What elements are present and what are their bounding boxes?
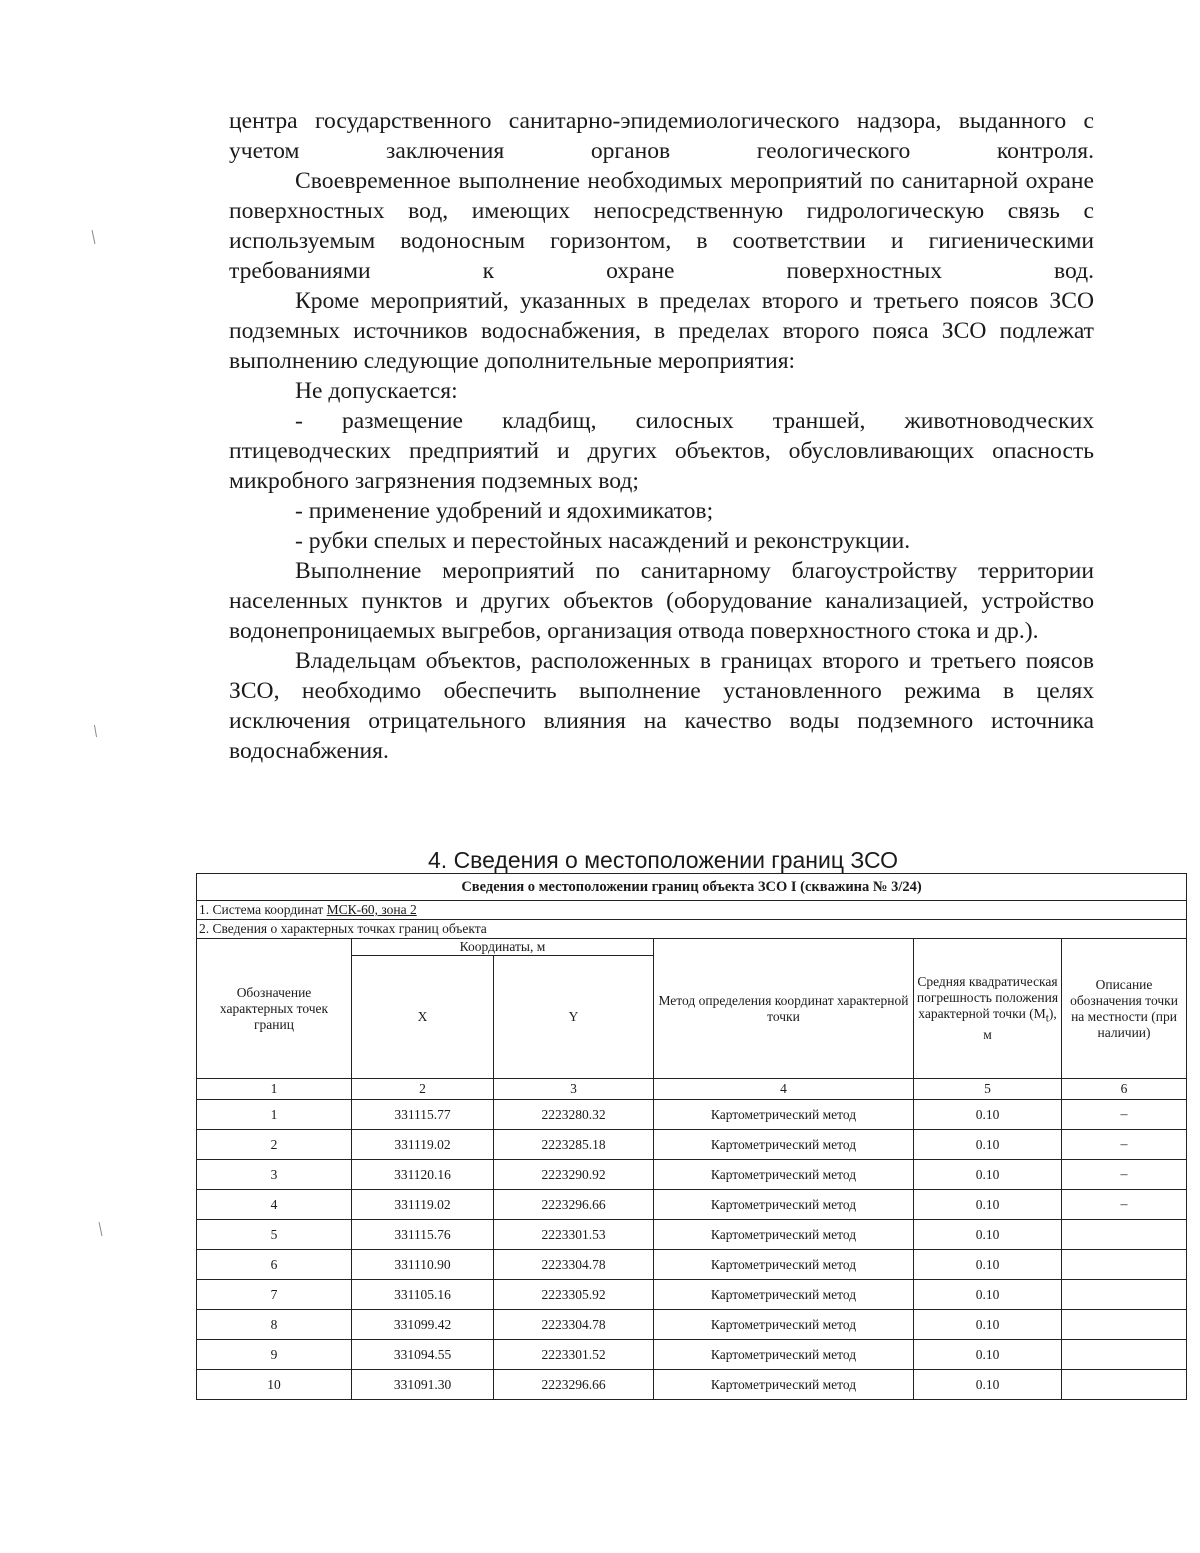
list-item: - применение удобрений и ядохимикатов;: [295, 498, 714, 524]
cell-y: 2223304.78: [494, 1310, 654, 1340]
table-title: Сведения о местоположении границ объекта ЗСО I (скважина № 3/24): [197, 874, 1187, 901]
scan-mark: [92, 230, 96, 244]
cell-method: Картометрический метод: [654, 1130, 914, 1160]
cell-error: 0.10: [914, 1340, 1062, 1370]
cell-point: 4: [197, 1190, 352, 1220]
cell-x: 331120.16: [352, 1160, 494, 1190]
cell-description: [1062, 1370, 1187, 1400]
paragraph: Владельцам объектов, расположенных в границах второго и третьего поясов ЗСО, необходимо обеспечить выполнение установленного режима в целях исключения отрицательного влияния на качество воды подземного источника водоснабжения.: [229, 648, 1094, 764]
cell-error: 0.10: [914, 1130, 1062, 1160]
cell-x: 331119.02: [352, 1190, 494, 1220]
boundary-table-container: [196, 873, 1178, 1426]
cell-y: 2223301.53: [494, 1220, 654, 1250]
cell-x: 331119.02: [352, 1130, 494, 1160]
header-coordinates: Координаты, м: [352, 939, 654, 956]
header-description: Описание обозначения точки на местности (при наличии): [1062, 939, 1187, 1079]
header-x: X: [352, 956, 494, 1079]
table-row: [197, 1310, 1187, 1340]
header-y: Y: [494, 956, 654, 1079]
cell-method: Картометрический метод: [654, 1250, 914, 1280]
body-text: [229, 106, 1094, 766]
header-error: [914, 939, 1062, 1079]
scan-mark: [94, 725, 97, 737]
cell-point: 3: [197, 1160, 352, 1190]
column-number: 1: [197, 1079, 352, 1100]
scan-mark: [99, 1222, 103, 1236]
list-item: - размещение кладбищ, силосных траншей, животноводческих птицеводческих предприятий и других объектов, обусловливающих опасность микробного загрязнения подземных вод;: [229, 408, 1094, 494]
cell-x: 331110.90: [352, 1250, 494, 1280]
paragraph: Кроме мероприятий, указанных в пределах второго и третьего поясов ЗСО подземных источников водоснабжения, в пределах второго пояса ЗСО подлежат выполнению следующие дополнительные мероприятия:: [229, 288, 1094, 374]
cell-x: 331115.76: [352, 1220, 494, 1250]
boundary-points-table: [196, 873, 1187, 1400]
table-row: [197, 1160, 1187, 1190]
table-row: [197, 1340, 1187, 1370]
column-number: 5: [914, 1079, 1062, 1100]
cell-description: [1062, 1310, 1187, 1340]
cell-error: 0.10: [914, 1220, 1062, 1250]
cell-description: [1062, 1340, 1187, 1370]
cell-description: –: [1062, 1190, 1187, 1220]
table-row: [197, 1190, 1187, 1220]
cell-y: 2223280.32: [494, 1100, 654, 1130]
cell-error: 0.10: [914, 1100, 1062, 1130]
header-designation: Обозначение характерных точек границ: [197, 939, 352, 1079]
cell-point: 1: [197, 1100, 352, 1130]
cell-point: 10: [197, 1370, 352, 1400]
cell-y: 2223296.66: [494, 1190, 654, 1220]
cell-x: 331094.55: [352, 1340, 494, 1370]
cell-y: 2223305.92: [494, 1280, 654, 1310]
cell-error: 0.10: [914, 1310, 1062, 1340]
cell-method: Картометрический метод: [654, 1310, 914, 1340]
cell-description: –: [1062, 1100, 1187, 1130]
cell-description: [1062, 1280, 1187, 1310]
cell-point: 2: [197, 1130, 352, 1160]
cell-description: –: [1062, 1130, 1187, 1160]
paragraph: Не допускается:: [295, 378, 458, 404]
cell-method: Картометрический метод: [654, 1370, 914, 1400]
column-number: 2: [352, 1079, 494, 1100]
table-row: [197, 1100, 1187, 1130]
cell-description: [1062, 1220, 1187, 1250]
cell-y: 2223296.66: [494, 1370, 654, 1400]
paragraph: Своевременное выполнение необходимых мероприятий по санитарной охране поверхностных вод, имеющих непосредственную гидрологическую связь с используемым водоносным горизонтом, в соответствии и гигиеническими требованиями к охране поверхностных вод.: [229, 168, 1094, 284]
column-number: 4: [654, 1079, 914, 1100]
cell-y: 2223304.78: [494, 1250, 654, 1280]
cell-error: 0.10: [914, 1370, 1062, 1400]
cell-error: 0.10: [914, 1280, 1062, 1310]
cell-method: Картометрический метод: [654, 1190, 914, 1220]
cell-point: 9: [197, 1340, 352, 1370]
table-row: [197, 1130, 1187, 1160]
cell-x: 331091.30: [352, 1370, 494, 1400]
header-error-unit: ), м: [983, 1006, 1057, 1042]
cell-point: 8: [197, 1310, 352, 1340]
cell-error: 0.10: [914, 1250, 1062, 1280]
cell-point: 7: [197, 1280, 352, 1310]
cell-method: Картометрический метод: [654, 1100, 914, 1130]
paragraph: Выполнение мероприятий по санитарному благоустройству территории населенных пунктов и других объектов (оборудование канализацией, устройство водонепроницаемых выгребов, организация отвода поверхностного стока и др.).: [229, 558, 1094, 644]
section-title: 4. Сведения о местоположении границ ЗСО: [428, 847, 899, 873]
cell-method: Картометрический метод: [654, 1280, 914, 1310]
cell-x: 331099.42: [352, 1310, 494, 1340]
coordinate-system: [197, 901, 1187, 920]
table-row: [197, 1370, 1187, 1400]
cell-description: –: [1062, 1160, 1187, 1190]
cell-error: 0.10: [914, 1160, 1062, 1190]
column-number: 6: [1062, 1079, 1187, 1100]
header-error-label: Средняя квадратическая погрешность положения характерной точки (M: [916, 974, 1059, 1022]
cell-description: [1062, 1250, 1187, 1280]
points-info: 2. Сведения о характерных точках границ объекта: [197, 920, 1187, 939]
cell-point: 6: [197, 1250, 352, 1280]
header-method: Метод определения координат характерной точки: [654, 939, 914, 1079]
cell-y: 2223285.18: [494, 1130, 654, 1160]
table-row: [197, 1280, 1187, 1310]
cell-method: Картометрический метод: [654, 1220, 914, 1250]
column-number: 3: [494, 1079, 654, 1100]
cell-error: 0.10: [914, 1190, 1062, 1220]
cell-point: 5: [197, 1220, 352, 1250]
list-item: - рубки спелых и перестойных насаждений и реконструкции.: [295, 528, 911, 554]
cell-x: 331105.16: [352, 1280, 494, 1310]
table-row: [197, 1250, 1187, 1280]
coordinate-system-label: 1. Система координат: [199, 902, 327, 917]
cell-y: 2223290.92: [494, 1160, 654, 1190]
coordinate-system-value: МСК-60, зона 2: [326, 902, 417, 917]
header-error-subscript: t: [1045, 1012, 1049, 1025]
table-row: [197, 1220, 1187, 1250]
cell-x: 331115.77: [352, 1100, 494, 1130]
cell-y: 2223301.52: [494, 1340, 654, 1370]
cell-method: Картометрический метод: [654, 1340, 914, 1370]
paragraph: центра государственного санитарно-эпидемиологического надзора, выданного с учетом заключения органов геологического контроля.: [229, 108, 1094, 164]
cell-method: Картометрический метод: [654, 1160, 914, 1190]
